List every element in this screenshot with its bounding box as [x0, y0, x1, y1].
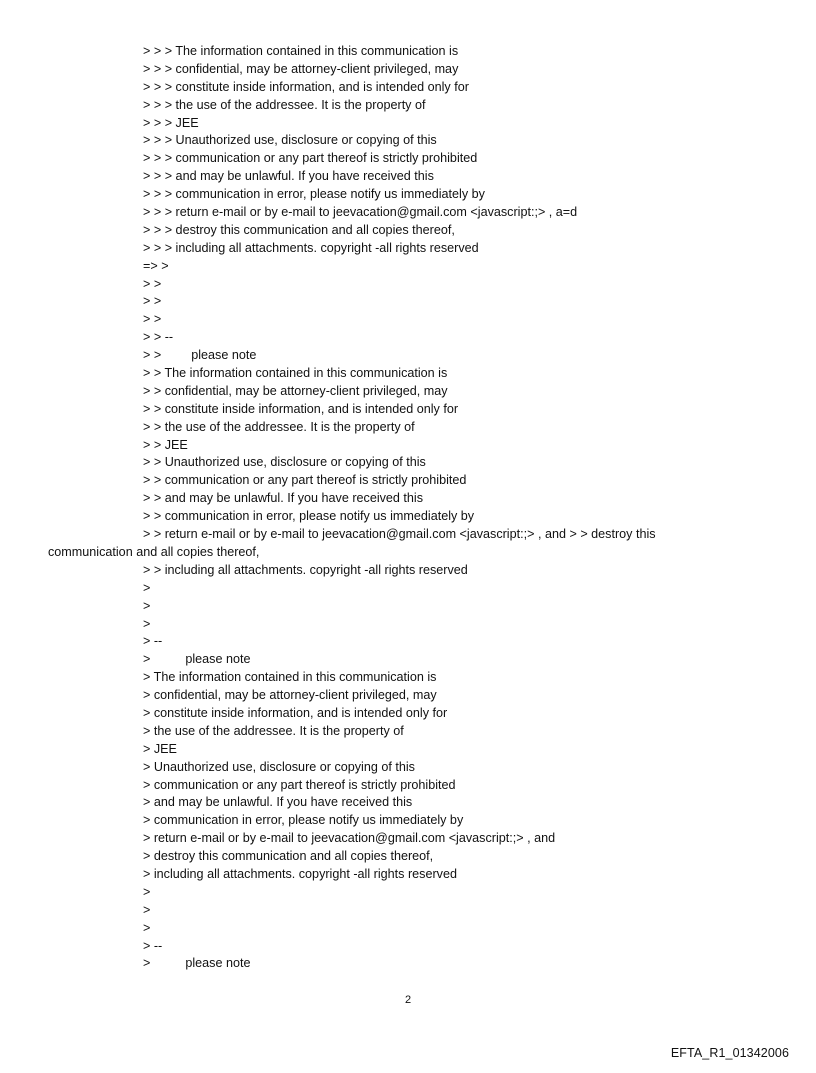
email-line-text: >	[143, 920, 151, 935]
email-line	[0, 97, 816, 115]
email-line	[0, 955, 816, 973]
email-line	[0, 902, 816, 920]
email-line-text: > > Unauthorized use, disclosure or copying of this	[143, 455, 426, 470]
email-line-text: > > > communication in error, please notify us immediately by	[143, 187, 485, 202]
email-line	[0, 311, 816, 329]
email-line-text: >	[143, 902, 151, 917]
email-line	[0, 830, 816, 848]
email-line	[0, 580, 816, 598]
email-line	[0, 79, 816, 97]
email-line	[0, 598, 816, 616]
email-line-text: > > > the use of the addressee. It is the property of	[143, 97, 426, 112]
email-line-text: > > > communication or any part thereof is strictly prohibited	[143, 151, 478, 166]
email-line-text: >	[143, 598, 151, 613]
email-line	[0, 562, 816, 580]
email-line	[0, 329, 816, 347]
email-line-text: > > > and may be unlawful. If you have received this	[143, 169, 434, 184]
email-line	[0, 401, 816, 419]
email-line	[0, 240, 816, 258]
email-line-text: > communication in error, please notify us immediately by	[143, 813, 464, 828]
email-line-text: > --	[143, 634, 163, 649]
email-line-text: > > and may be unlawful. If you have received this	[143, 491, 424, 506]
email-line	[0, 669, 816, 687]
email-line-text: > > communication in error, please notify us immediately by	[143, 509, 475, 524]
email-line-text: >	[143, 652, 151, 667]
email-line	[0, 651, 816, 669]
email-line-text: > > --	[143, 330, 174, 345]
email-line-text: > > communication or any part thereof is strictly prohibited	[143, 473, 467, 488]
email-line-text: > constitute inside information, and is intended only for	[143, 705, 448, 720]
email-line	[0, 938, 816, 956]
email-line	[0, 616, 816, 634]
email-line-text: > > the use of the addressee. It is the property of	[143, 419, 415, 434]
email-line-text: > and may be unlawful. If you have received this	[143, 795, 413, 810]
email-body	[0, 43, 816, 973]
email-line-text: >	[143, 956, 151, 971]
email-line	[0, 258, 816, 276]
email-line-text: > >	[143, 294, 162, 309]
email-line	[0, 347, 816, 365]
email-line-text: > JEE	[143, 741, 177, 756]
email-line-text: > > The information contained in this communication is	[143, 366, 448, 381]
email-line-text: > > > constitute inside information, and is intended only for	[143, 79, 469, 94]
email-line-text: > > > including all attachments. copyright -all rights reserved	[143, 240, 479, 255]
email-line	[0, 723, 816, 741]
email-line-text: > return e-mail or by e-mail to jeevacation@gmail.com <javascript:;> , and	[143, 831, 556, 846]
email-line	[0, 848, 816, 866]
email-line	[0, 794, 816, 812]
email-line	[0, 526, 816, 544]
email-line	[0, 43, 816, 61]
email-line	[0, 472, 816, 490]
email-line-text: communication and all copies thereof,	[48, 544, 260, 559]
email-line	[0, 168, 816, 186]
email-line	[0, 186, 816, 204]
email-line	[0, 633, 816, 651]
email-line	[0, 812, 816, 830]
email-line-text: > > JEE	[143, 437, 188, 452]
page-number: 2	[404, 994, 412, 1006]
please-note-text: please note	[185, 956, 251, 971]
email-line-text: > communication or any part thereof is strictly prohibited	[143, 777, 456, 792]
email-line	[0, 454, 816, 472]
email-line-text: > >	[143, 348, 162, 363]
email-line	[0, 419, 816, 437]
email-line-text: > >	[143, 276, 162, 291]
email-line-text: > destroy this communication and all copies thereof,	[143, 849, 434, 864]
please-note-text: please note	[185, 652, 251, 667]
email-line	[0, 293, 816, 311]
email-line	[0, 222, 816, 240]
email-line	[0, 150, 816, 168]
email-line-text: > > > Unauthorized use, disclosure or copying of this	[143, 133, 437, 148]
email-line	[0, 705, 816, 723]
email-line	[0, 508, 816, 526]
email-line	[0, 687, 816, 705]
email-line-text: > > confidential, may be attorney-client privileged, may	[143, 383, 448, 398]
email-line-text: > > constitute inside information, and is intended only for	[143, 401, 459, 416]
email-line	[0, 276, 816, 294]
email-line	[0, 759, 816, 777]
email-line	[0, 204, 816, 222]
email-line-text: > including all attachments. copyright -all rights reserved	[143, 866, 457, 881]
email-line	[0, 437, 816, 455]
email-line	[0, 544, 816, 562]
email-line	[0, 866, 816, 884]
email-line-text: > > > destroy this communication and all copies thereof,	[143, 222, 455, 237]
email-line	[0, 115, 816, 133]
email-line-text: > > > JEE	[143, 115, 199, 130]
email-line-text: > > > return e-mail or by e-mail to jeevacation@gmail.com <javascript:;> , a=d	[143, 205, 578, 220]
email-line-text: > The information contained in this communication is	[143, 670, 437, 685]
email-line	[0, 741, 816, 759]
email-line	[0, 920, 816, 938]
email-line	[0, 132, 816, 150]
email-line	[0, 61, 816, 79]
email-line	[0, 365, 816, 383]
email-line-text: >	[143, 616, 151, 631]
email-line-text: > confidential, may be attorney-client privileged, may	[143, 688, 437, 703]
email-line	[0, 383, 816, 401]
email-line-text: > > return e-mail or by e-mail to jeevacation@gmail.com <javascript:;> , and > > destroy this	[143, 527, 656, 542]
email-line-text: >	[143, 580, 151, 595]
email-line-text: > the use of the addressee. It is the property of	[143, 723, 404, 738]
email-line-text: > > > confidential, may be attorney-client privileged, may	[143, 61, 459, 76]
email-line-text: >	[143, 884, 151, 899]
email-line-text: > --	[143, 938, 163, 953]
email-line-text: => >	[143, 258, 169, 273]
email-line	[0, 490, 816, 508]
document-id: EFTA_R1_01342006	[670, 1046, 789, 1060]
email-line-text: > >	[143, 312, 162, 327]
email-line	[0, 777, 816, 795]
email-line-text: > > > The information contained in this communication is	[143, 44, 459, 58]
email-line-text: > > including all attachments. copyright -all rights reserved	[143, 562, 468, 577]
email-line-text: > Unauthorized use, disclosure or copying of this	[143, 759, 415, 774]
email-line	[0, 884, 816, 902]
please-note-text: please note	[191, 348, 257, 363]
